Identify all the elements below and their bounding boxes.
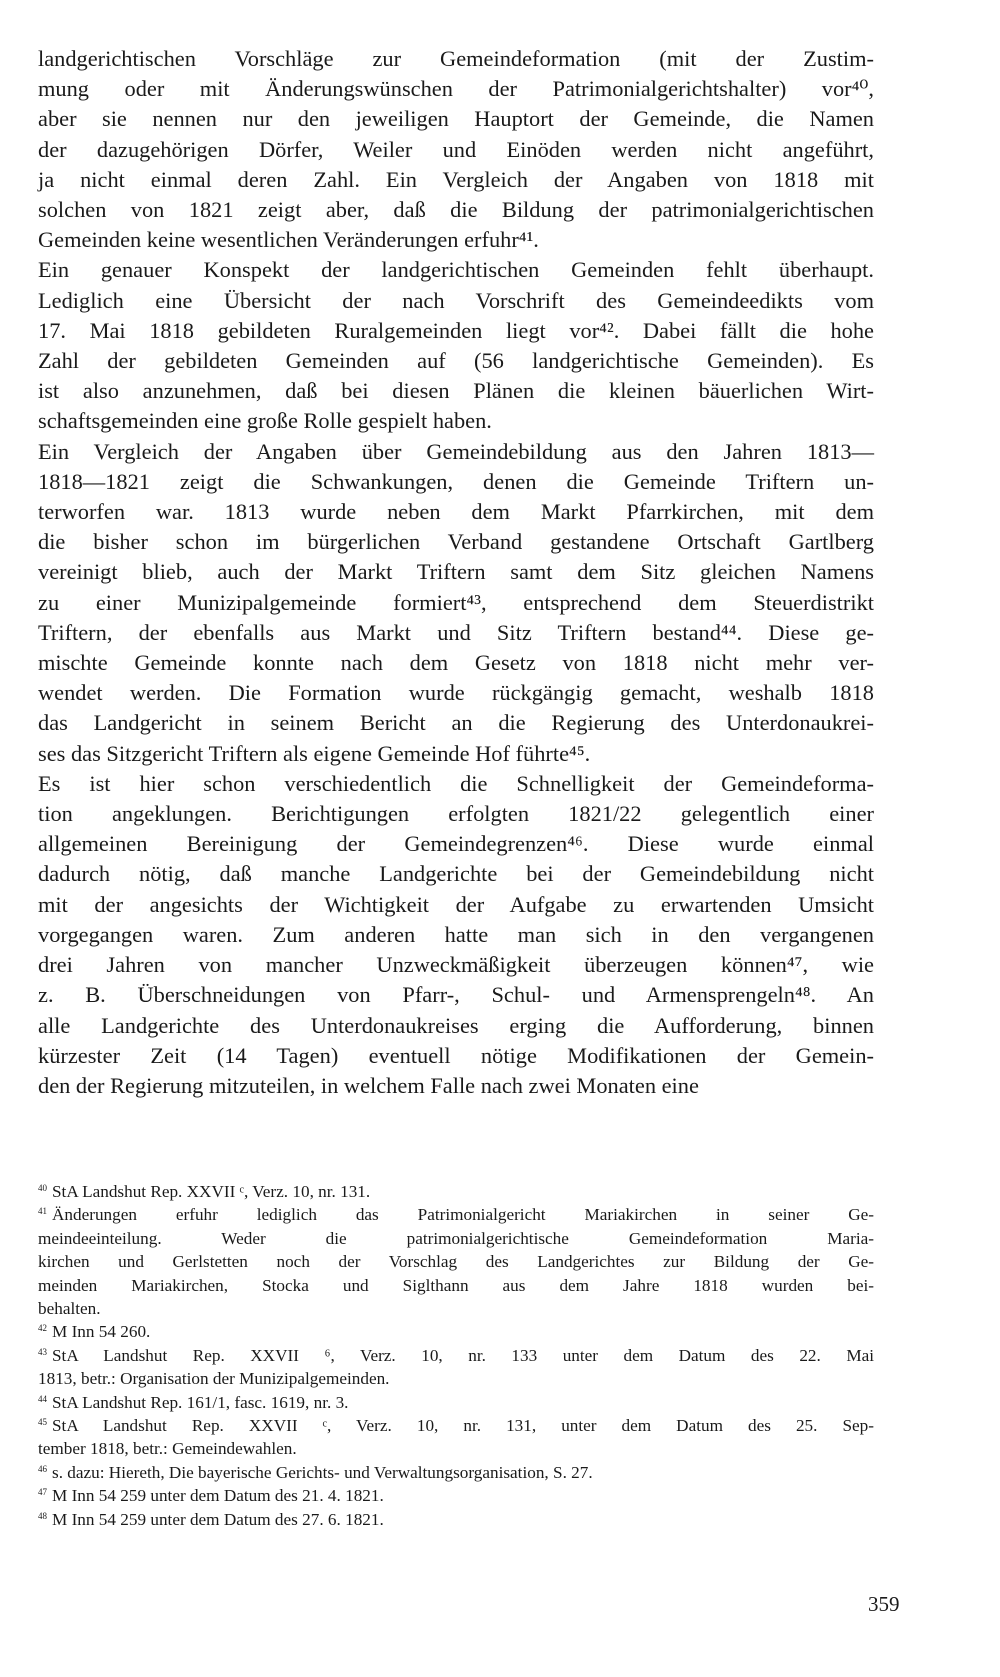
text-line: landgerichtischen Vorschläge zur Gemeindeformation (mit der Zustim- [38, 46, 874, 71]
footnote-number: 40 [38, 1183, 47, 1193]
text-line: ist also anzunehmen, daß bei diesen Plänen die kleinen bäuerlichen Wirt- [38, 378, 874, 404]
text-line: drei Jahren von mancher Unzweckmäßigkeit überzeugen können⁴⁷, wie [38, 952, 874, 978]
footnote-text: StA Landshut Rep. XXVII ⁶, Verz. 10, nr. 133 unter dem Datum des 22. Mai [52, 1345, 874, 1365]
footnote-line [38, 1508, 874, 1531]
footnote [38, 1344, 874, 1391]
text-line: alle Landgerichte des Unterdonaukreises erging die Aufforderung, binnen [38, 1012, 874, 1038]
text-line: vorgegangen waren. Zum anderen hatte man sich in den vergangenen [38, 921, 874, 947]
footnote-number: 47 [38, 1487, 47, 1498]
footnote-number: 41 [38, 1206, 47, 1217]
text-line: allgemeinen Bereinigung der Gemeindegrenzen⁴⁶. Diese wurde einmal [38, 831, 874, 857]
text-line: mung oder mit Änderungswünschen der Patrimonialgerichtshalter) vor⁴⁰, [38, 76, 874, 102]
footnote-line: 1813, betr.: Organisation der Munizipalgemeinden. [38, 1369, 390, 1389]
text-line: mischte Gemeinde konnte nach dem Gesetz von 1818 nicht mehr ver- [38, 650, 874, 676]
text-line: wendet werden. Die Formation wurde rückgängig gemacht, weshalb 1818 [38, 680, 874, 706]
footnote-text: M Inn 54 260. [52, 1322, 151, 1342]
page-number: 359 [868, 1592, 900, 1616]
text-line: Es ist hier schon verschiedentlich die Schnelligkeit der Gemeindeforma- [38, 770, 874, 796]
text-line: das Landgericht in seinem Bericht an die Regierung des Unterdonaukrei- [38, 710, 874, 736]
paragraph [38, 769, 874, 1101]
text-line: zu einer Munizipalgemeinde formiert⁴³, entsprechend dem Steuerdistrikt [38, 589, 874, 615]
main-text [38, 44, 874, 1101]
footnote-line [38, 1391, 874, 1414]
footnote [38, 1484, 874, 1507]
footnote-text: Änderungen erfuhr lediglich das Patrimonialgericht Mariakirchen in seiner Ge- [52, 1205, 874, 1225]
footnote-text: s. dazu: Hiereth, Die bayerische Gerichts- und Verwaltungsorganisation, S. 27. [52, 1462, 593, 1482]
footnote [38, 1320, 874, 1343]
text-line: Ein genauer Konspekt der landgerichtischen Gemeinden fehlt überhaupt. [38, 257, 874, 283]
footnote-text: M Inn 54 259 unter dem Datum des 27. 6. 1821. [52, 1509, 384, 1529]
text-line: Triftern, der ebenfalls aus Markt und Sitz Triftern bestand⁴⁴. Diese ge- [38, 619, 874, 645]
text-line: Ein Vergleich der Angaben über Gemeindebildung aus den Jahren 1813— [38, 438, 874, 464]
footnote-line: meindeeinteilung. Weder die patrimonialgerichtische Gemeindeformation Maria- [38, 1228, 874, 1248]
text-line: tion angeklungen. Berichtigungen erfolgten 1821/22 gelegentlich einer [38, 801, 874, 827]
footnote-number: 42 [38, 1323, 47, 1334]
footnotes [38, 1180, 874, 1531]
text-line: Gemeinden keine wesentlichen Veränderungen erfuhr⁴¹. [38, 227, 539, 253]
footnote-line: tember 1818, betr.: Gemeindewahlen. [38, 1439, 297, 1459]
paragraph [38, 255, 874, 436]
footnote-line [38, 1484, 874, 1507]
text-line: vereinigt blieb, auch der Markt Triftern samt dem Sitz gleichen Namens [38, 559, 874, 585]
text-line: solchen von 1821 zeigt aber, daß die Bildung der patrimonialgerichtischen [38, 197, 874, 223]
text-line: ses das Sitzgericht Triftern als eigene Gemeinde Hof führte⁴⁵. [38, 740, 591, 766]
text-line: Zahl der gebildeten Gemeinden auf (56 landgerichtische Gemeinden). Es [38, 348, 874, 374]
text-line: schaftsgemeinden eine große Rolle gespielt haben. [38, 408, 492, 434]
paragraph [38, 437, 874, 769]
footnote-line [38, 1203, 874, 1226]
footnote-text: M Inn 54 259 unter dem Datum des 21. 4. 1821. [52, 1486, 384, 1506]
footnote-line [38, 1414, 874, 1437]
footnote-number: 46 [38, 1463, 47, 1474]
text-line: z. B. Überschneidungen von Pfarr-, Schul- und Armensprengeln⁴⁸. An [38, 982, 874, 1008]
text-line: 1818—1821 zeigt die Schwankungen, denen die Gemeinde Triftern un- [38, 468, 874, 494]
footnote [38, 1180, 874, 1203]
footnote-line: behalten. [38, 1299, 101, 1319]
text-line: der dazugehörigen Dörfer, Weiler und Einöden werden nicht angeführt, [38, 136, 874, 162]
footnote-number: 45 [38, 1417, 47, 1428]
footnote-number: 48 [38, 1510, 47, 1521]
footnote [38, 1203, 874, 1320]
footnote-text: StA Landshut Rep. 161/1, fasc. 1619, nr. 3. [52, 1392, 349, 1412]
text-line: mit der angesichts der Wichtigkeit der Aufgabe zu erwartenden Umsicht [38, 891, 874, 917]
footnote-text: StA Landshut Rep. XXVII ᶜ, Verz. 10, nr. 131. [52, 1182, 371, 1201]
footnote-line: kirchen und Gerlstetten noch der Vorschlag des Landgerichtes zur Bildung der Ge- [38, 1252, 874, 1272]
text-line: aber sie nennen nur den jeweiligen Hauptort der Gemeinde, die Namen [38, 106, 874, 132]
footnote [38, 1508, 874, 1531]
paragraph [38, 44, 874, 255]
footnote [38, 1414, 874, 1461]
footnote-line [38, 1180, 874, 1203]
footnote [38, 1391, 874, 1414]
text-line: Lediglich eine Übersicht der nach Vorschrift des Gemeindeedikts vom [38, 287, 874, 313]
text-line: die bisher schon im bürgerlichen Verband gestandene Ortschaft Gartlberg [38, 529, 874, 555]
footnote [38, 1461, 874, 1484]
text-line: kürzester Zeit (14 Tagen) eventuell nötige Modifikationen der Gemein- [38, 1042, 874, 1068]
text-line: 17. Mai 1818 gebildeten Ruralgemeinden liegt vor⁴². Dabei fällt die hohe [38, 317, 874, 343]
footnote-line [38, 1320, 874, 1343]
footnote-line [38, 1461, 874, 1484]
footnote-number: 43 [38, 1346, 47, 1357]
footnote-number: 44 [38, 1393, 47, 1404]
text-line: terworfen war. 1813 wurde neben dem Markt Pfarrkirchen, mit dem [38, 499, 874, 525]
text-line: dadurch nötig, daß manche Landgerichte bei der Gemeindebildung nicht [38, 861, 874, 887]
footnote-text: StA Landshut Rep. XXVII ᶜ, Verz. 10, nr. 131, unter dem Datum des 25. Sep- [52, 1416, 874, 1436]
footnote-line: meinden Mariakirchen, Stocka und Siglthann aus dem Jahre 1818 wurden bei- [38, 1275, 874, 1295]
footnote-line [38, 1344, 874, 1367]
text-line: den der Regierung mitzuteilen, in welchem Falle nach zwei Monaten eine [38, 1072, 699, 1098]
text-line: ja nicht einmal deren Zahl. Ein Vergleich der Angaben von 1818 mit [38, 166, 874, 192]
